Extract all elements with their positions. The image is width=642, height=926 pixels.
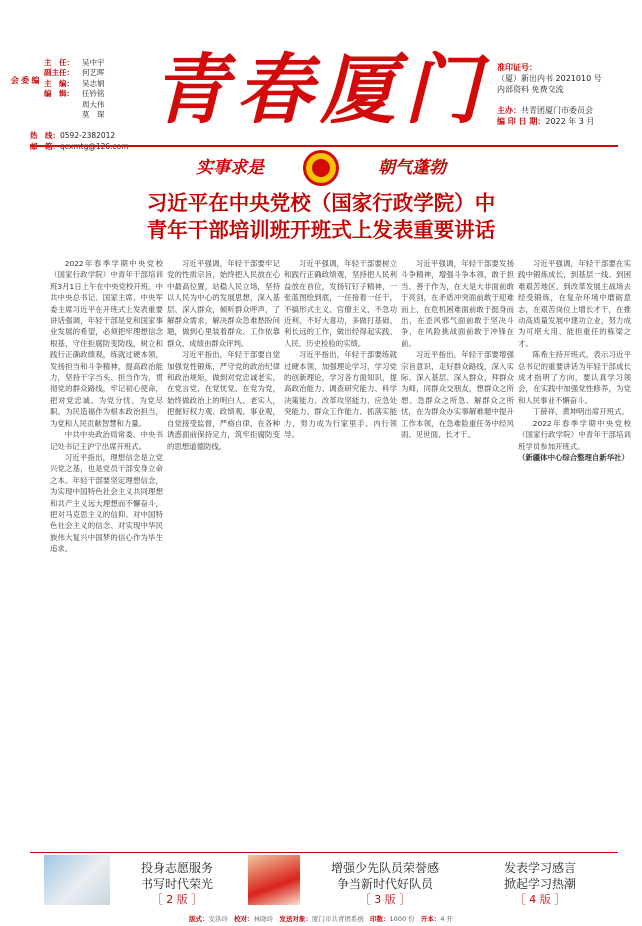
youth-league-emblem-icon — [303, 150, 339, 186]
young-pioneers-photo — [248, 855, 300, 905]
headline: 习近平在中央党校（国家行政学院）中 青年干部培训班开班式上发表重要讲话 — [146, 191, 496, 242]
article-column: 习近平强调，年轻干部要树立和践行正确政绩观，坚持把人民利益放在首位，发扬钉钉子精神，一张蓝图绘到底，一任接着一任干，不搞形式主义、官僚主义，不急功近利、不好大喜功，多做打基础、利长远的工作，做出经得起实践、人民、历史检验的实绩。 习近平指出，年轻干部要练就过硬本领，加强理论学习，学习党的创新理论，学习各方面知识，提高政治能力、调查研究能力、科学决策能力、改革攻坚能力、应急处突能力、群众工作能力、抓落实能力，努力成为行家里手、内行领导。 — [284, 259, 397, 440]
staff-row: 莫 琛 — [82, 110, 105, 120]
article-column: 习近平强调，年轻干部要发扬斗争精神，增强斗争本领，敢于担当、善于作为，在大是大非面前敢于亮剑，在矛盾冲突面前敢于迎难而上，在危机困难面前敢于挺身而出，在歪风邪气面前敢于坚决斗争，在风险挑战面前敢于冲锋在前。 习近平指出，年轻干部要增强宗旨意识，走好群众路线，深入实际、深入基层、深入群众，拜群众为师，同群众交朋友，想群众之所想、急群众之所急、解群众之所忧，在为群众办实事解难题中提升工作本领，在急难险重任务中经风雨、见世面、长才干。 — [401, 259, 514, 440]
permit-number: （厦）新出内书 2021010 号 — [497, 74, 602, 83]
slogan-right: 朝气蓬勃 — [378, 158, 446, 178]
staff-row: 周大伟 — [82, 99, 105, 109]
hotline: 热 线：0592-2382012 — [30, 131, 116, 140]
staff-row: 主 任： 吴中宇 — [44, 58, 105, 67]
masthead-rule — [30, 145, 618, 147]
publication-info: 准印证号： （厦）新出内书 2021010 号 内部资料 免费交流 主办：共青团厦门市委员会 编 印 日 期：2022 年 3 月 — [497, 62, 637, 127]
teaser-divider — [30, 852, 618, 853]
teaser-page-number: ［ 2 版 ］ — [151, 893, 203, 906]
article-body — [50, 258, 631, 848]
slogan-row — [186, 150, 456, 186]
teaser-page-number: ［ 3 版 ］ — [359, 893, 411, 906]
staff-row: 编 辑： 任钤铭 — [44, 89, 105, 99]
slogan-left: 实事求是 — [196, 158, 264, 178]
newspaper-title: 青春厦门 — [152, 45, 488, 134]
teaser-page2[interactable]: 投身志愿服务 书写时代荣光 ［ 2 版 ］ — [122, 860, 232, 910]
volunteer-photo — [44, 855, 110, 905]
teaser-page3[interactable]: 增强少先队员荣誉感 争当新时代好队员 ［ 3 版 ］ — [310, 860, 460, 910]
article-column: 2022年春季学期中央党校（国家行政学院）中青年干部培训班3月1日上午在中央党校开班。中共中央总书记、国家主席、中央军委主席习近平在开班式上发表重要讲话强调，年轻干部是党和国家事业发展的希望，必须把牢理想信念根基，守住拒腐防变防线，树立和践行正确政绩观，练就过硬本领，发扬担当和斗争精神，提高政治能力，坚持干字当头、担当作为，贯彻党的群众路线，牢记初心使命，把对党忠诚、为党分忧、为党尽职、为民造福作为根本政治担当，为党和人民贡献智慧和力量。 中共中央政治局常委、中央书记处书记王沪宁出席开班式。 习近平指出，理想信念是立党兴党之基，也是党员干部安身立命之本。年轻干部要坚定理想信念，为实现中国特色社会主义共同理想和共产主义远大理想而不懈奋斗，把对马克思主义的信仰、对中国特色社会主义的信念、对实现中华民族伟大复兴中国梦的信心作为毕生追求。 — [50, 259, 163, 554]
print-date: 编 印 日 期：2022 年 3 月 — [497, 117, 595, 126]
sponsor: 主办：共青团厦门市委员会 — [497, 106, 593, 115]
footer-credits: 版式：安洪玲 校对：林晓玲 发送对象：厦门市共青团系统 印数：1000 份 开本：4 开 — [188, 915, 454, 923]
staff-row: 副主任： 何艺晖 — [44, 68, 105, 78]
article-column: 习近平强调，年轻干部要牢记党的性质宗旨，始终把人民放在心中最高位置，站稳人民立场，坚持以人民为中心的发展思想，深入基层、深入群众，倾听群众呼声，了解群众需求，解决群众急难愁盼问题，做到心里装着群众、工作依靠群众、成绩由群众评判。 习近平指出，年轻干部要自觉加强党性锻炼，严守党的政治纪律和政治规矩，做到对党忠诚老实，在党言党、在党忧党、在党为党，始终做政治上的明白人、老实人，把握好权力观、政绩观、事业观，自觉接受监督，严格自律，在各种诱惑面前保持定力，筑牢拒腐防变的思想道德防线。 — [167, 259, 280, 451]
source-note: （新疆体中心综合整理自新华社） — [518, 452, 629, 462]
permit-note: 内部资料 免费交流 — [497, 85, 564, 94]
article-column: 习近平强调，年轻干部要在实践中锻炼成长，到基层一线、到困难艰苦地区、到改革发展主战场去经受锻炼，在复杂环境中磨砺意志，在艰苦岗位上增长才干，在推动高质量发展中建功立业，努力成为可堪大用、能担重任的栋梁之才。 陈希主持开班式，表示习近平总书记的重要讲话为年轻干部成长成才指明了方向，要认真学习领会，在实践中加强党性修养，为党和人民事业不懈奋斗。 丁薛祥、黄坤明出席开班式。 2022年春季学期中央党校（国家行政学院）中青年干部培训班学员参加开班式。 （新疆体中心综合整理自新华社） — [518, 259, 631, 462]
teaser-page-number: ［ 4 版 ］ — [514, 893, 566, 906]
staff-list — [44, 58, 140, 120]
contact-info — [30, 130, 160, 152]
staff-row: 主 编： 吴志娟 — [44, 78, 105, 88]
teaser-page4[interactable]: 发表学习感言 掀起学习热潮 ［ 4 版 ］ — [480, 860, 600, 910]
editorial-board-label: 编委会 — [10, 76, 40, 85]
